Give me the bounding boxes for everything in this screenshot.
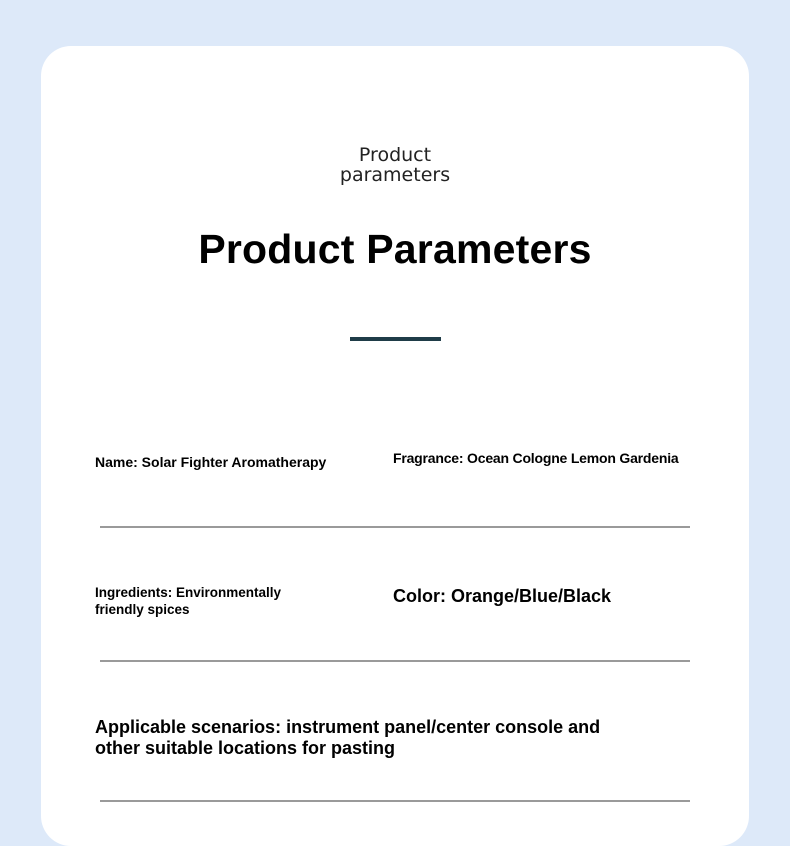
param-ingredients [95, 584, 281, 618]
param-scenarios-line1: Applicable scenarios: instrument panel/center console and [95, 717, 601, 737]
param-scenarios [95, 717, 600, 759]
param-scenarios-line2: other suitable locations for pasting [95, 738, 396, 758]
param-name: Name: Solar Fighter Aromatherapy [95, 454, 327, 470]
param-ingredients-line1: Ingredients: Environmentally [95, 585, 282, 600]
section-subtitle-line1: Product [358, 144, 432, 166]
param-fragrance: Fragrance: Ocean Cologne Lemon Gardenia [393, 450, 679, 466]
param-ingredients-line2: friendly spices [95, 602, 190, 617]
section-subtitle [0, 145, 790, 185]
divider [100, 660, 690, 662]
title-accent-bar [350, 337, 441, 341]
param-color: Color: Orange/Blue/Black [393, 586, 612, 606]
divider [100, 526, 690, 528]
page-title: Product Parameters [198, 226, 592, 272]
divider [100, 800, 690, 802]
section-subtitle-line2: parameters [339, 164, 451, 186]
